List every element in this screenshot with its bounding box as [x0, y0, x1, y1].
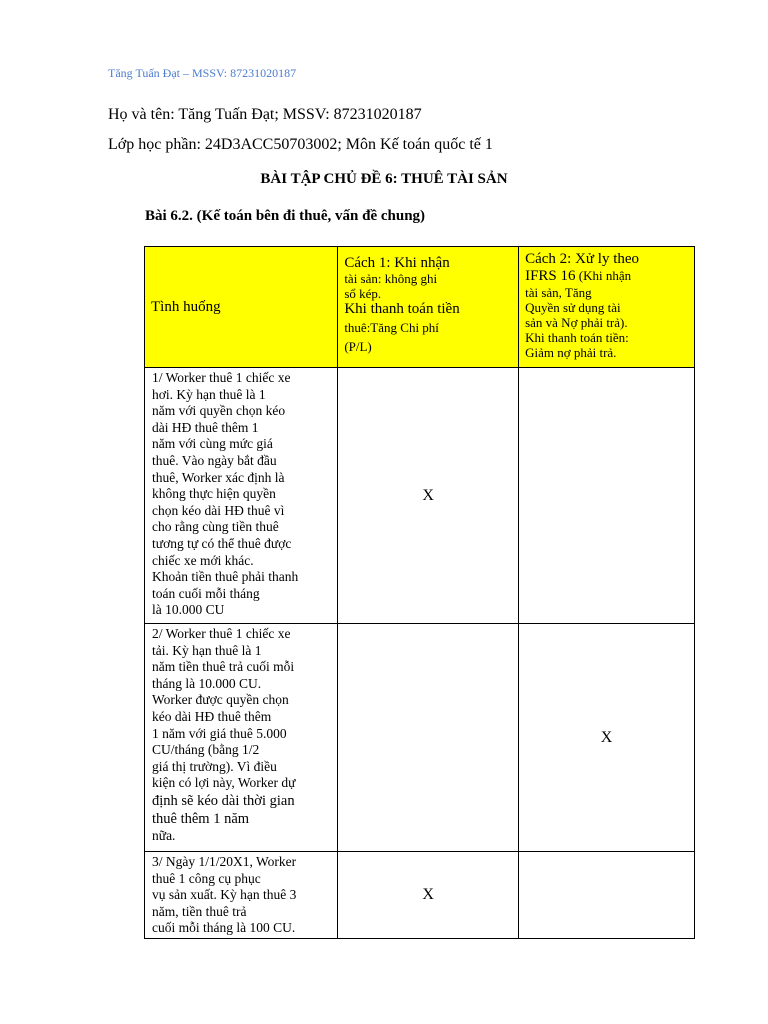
table-header-row	[145, 247, 695, 368]
situation-line: thuê, Worker xác định là	[152, 469, 285, 485]
situation-line: Worker được quyền chọn	[152, 692, 289, 708]
exercise-heading: Bài 6.2. (Kế toán bên đi thuê, vấn đề chung)	[145, 208, 426, 224]
situation-line: năm với quyền chọn kéo	[152, 403, 286, 419]
lease-classification-table	[144, 246, 695, 939]
method1-mark-1: X	[338, 368, 519, 624]
header-m1-line4: Khi thanh toán tiền	[344, 301, 460, 317]
situation-line: vụ sản xuất. Kỳ hạn thuê 3	[152, 887, 297, 903]
situation-line: năm với cùng mức giá	[152, 436, 273, 452]
situation-line: tương tự có thể thuê được	[152, 535, 292, 551]
header-m2-ifrs: IFRS 16	[525, 268, 576, 284]
situation-line: nữa.	[152, 827, 176, 843]
header-m2-line7: Giảm nợ phải trả.	[525, 345, 617, 360]
situation-line: là 10.000 CU	[152, 602, 225, 618]
method1-mark-2	[338, 624, 519, 852]
situation-line: tháng là 10.000 CU.	[152, 675, 262, 691]
header-situation	[145, 247, 338, 368]
situation-line: kiện có lợi này, Worker dự	[152, 775, 296, 791]
situation-cell-1	[145, 368, 338, 624]
table-row	[145, 852, 695, 939]
situation-line: Khoản tiền thuê phải thanh	[152, 569, 299, 585]
method2-mark-1	[519, 368, 695, 624]
situation-line: hơi. Kỳ hạn thuê là 1	[152, 386, 266, 402]
header-m2-line1: Cách 2: Xử ly theo	[525, 251, 640, 267]
method2-mark-2: X	[519, 624, 695, 852]
situation-line: toán cuối mỗi tháng	[152, 585, 260, 601]
header-m1-line5: thuê:Tăng Chi phí	[344, 320, 439, 335]
situation-line: không thực hiện quyền	[152, 486, 276, 502]
header-m1-line6: (P/L)	[344, 339, 372, 354]
situation-line: năm, tiền thuê trả	[152, 903, 247, 919]
situation-line: 1/ Worker thuê 1 chiếc xe	[152, 370, 291, 385]
situation-line: cuối mỗi tháng là 100 CU.	[152, 920, 296, 936]
header-method-1	[338, 247, 519, 368]
header-m2-line2	[525, 268, 688, 285]
situation-line: chiếc xe mới khác.	[152, 552, 254, 568]
document-title: BÀI TẬP CHỦ ĐỀ 6: THUÊ TÀI SẢN	[260, 171, 508, 187]
method1-mark-3: X	[338, 852, 519, 939]
running-head: Tăng Tuấn Đạt – MSSV: 87231020187	[108, 66, 297, 80]
situation-line: thuê thêm 1 năm	[152, 810, 250, 827]
table-row	[145, 624, 695, 852]
situation-line: thuê. Vào ngày bắt đầu	[152, 452, 277, 468]
situation-cell-3	[145, 852, 338, 939]
header-m2-line5: sản và Nợ phải trả).	[525, 315, 628, 330]
situation-line: thuê 1 công cụ phục	[152, 870, 261, 886]
situation-line: chọn kéo dài HĐ thuê vì	[152, 502, 285, 518]
header-m2-line3: tài sản, Tăng	[525, 285, 592, 300]
situation-line: tải. Kỳ hạn thuê là 1	[152, 642, 262, 658]
header-method-2	[519, 247, 695, 368]
header-m2-line6: Khi thanh toán tiền:	[525, 330, 629, 345]
situation-line: năm tiền thuê trả cuối mỗi	[152, 659, 295, 675]
method2-mark-3	[519, 852, 695, 939]
situation-line: 1 năm với giá thuê 5.000	[152, 725, 287, 741]
header-m2-line2-rest: (Khi nhận	[575, 268, 632, 283]
header-m1-line2: tài sản: không ghi	[344, 271, 438, 286]
table-row	[145, 368, 695, 624]
situation-line: 2/ Worker thuê 1 chiếc xe	[152, 626, 291, 641]
header-situation-label: Tình huống	[151, 298, 221, 315]
situation-line: 3/ Ngày 1/1/20X1, Worker	[152, 854, 297, 869]
student-name-line: Họ và tên: Tăng Tuấn Đạt; MSSV: 87231020187	[108, 106, 422, 123]
header-m1-line3: sổ kép.	[344, 286, 382, 301]
class-line: Lớp học phần: 24D3ACC50703002; Môn Kế toán quốc tế 1	[108, 136, 493, 153]
situation-line: CU/tháng (bằng 1/2	[152, 742, 260, 758]
header-m2-line4: Quyền sử dụng tài	[525, 300, 621, 315]
situation-line: giá thị trường). Vì điều	[152, 758, 277, 774]
situation-line: dài HĐ thuê thêm 1	[152, 419, 259, 435]
situation-line: kéo dài HĐ thuê thêm	[152, 708, 272, 724]
situation-line: cho rằng cùng tiền thuê	[152, 519, 279, 535]
situation-cell-2	[145, 624, 338, 852]
situation-line: định sẽ kéo dài thời gian	[152, 792, 295, 809]
header-m1-line1: Cách 1: Khi nhận	[344, 255, 450, 271]
